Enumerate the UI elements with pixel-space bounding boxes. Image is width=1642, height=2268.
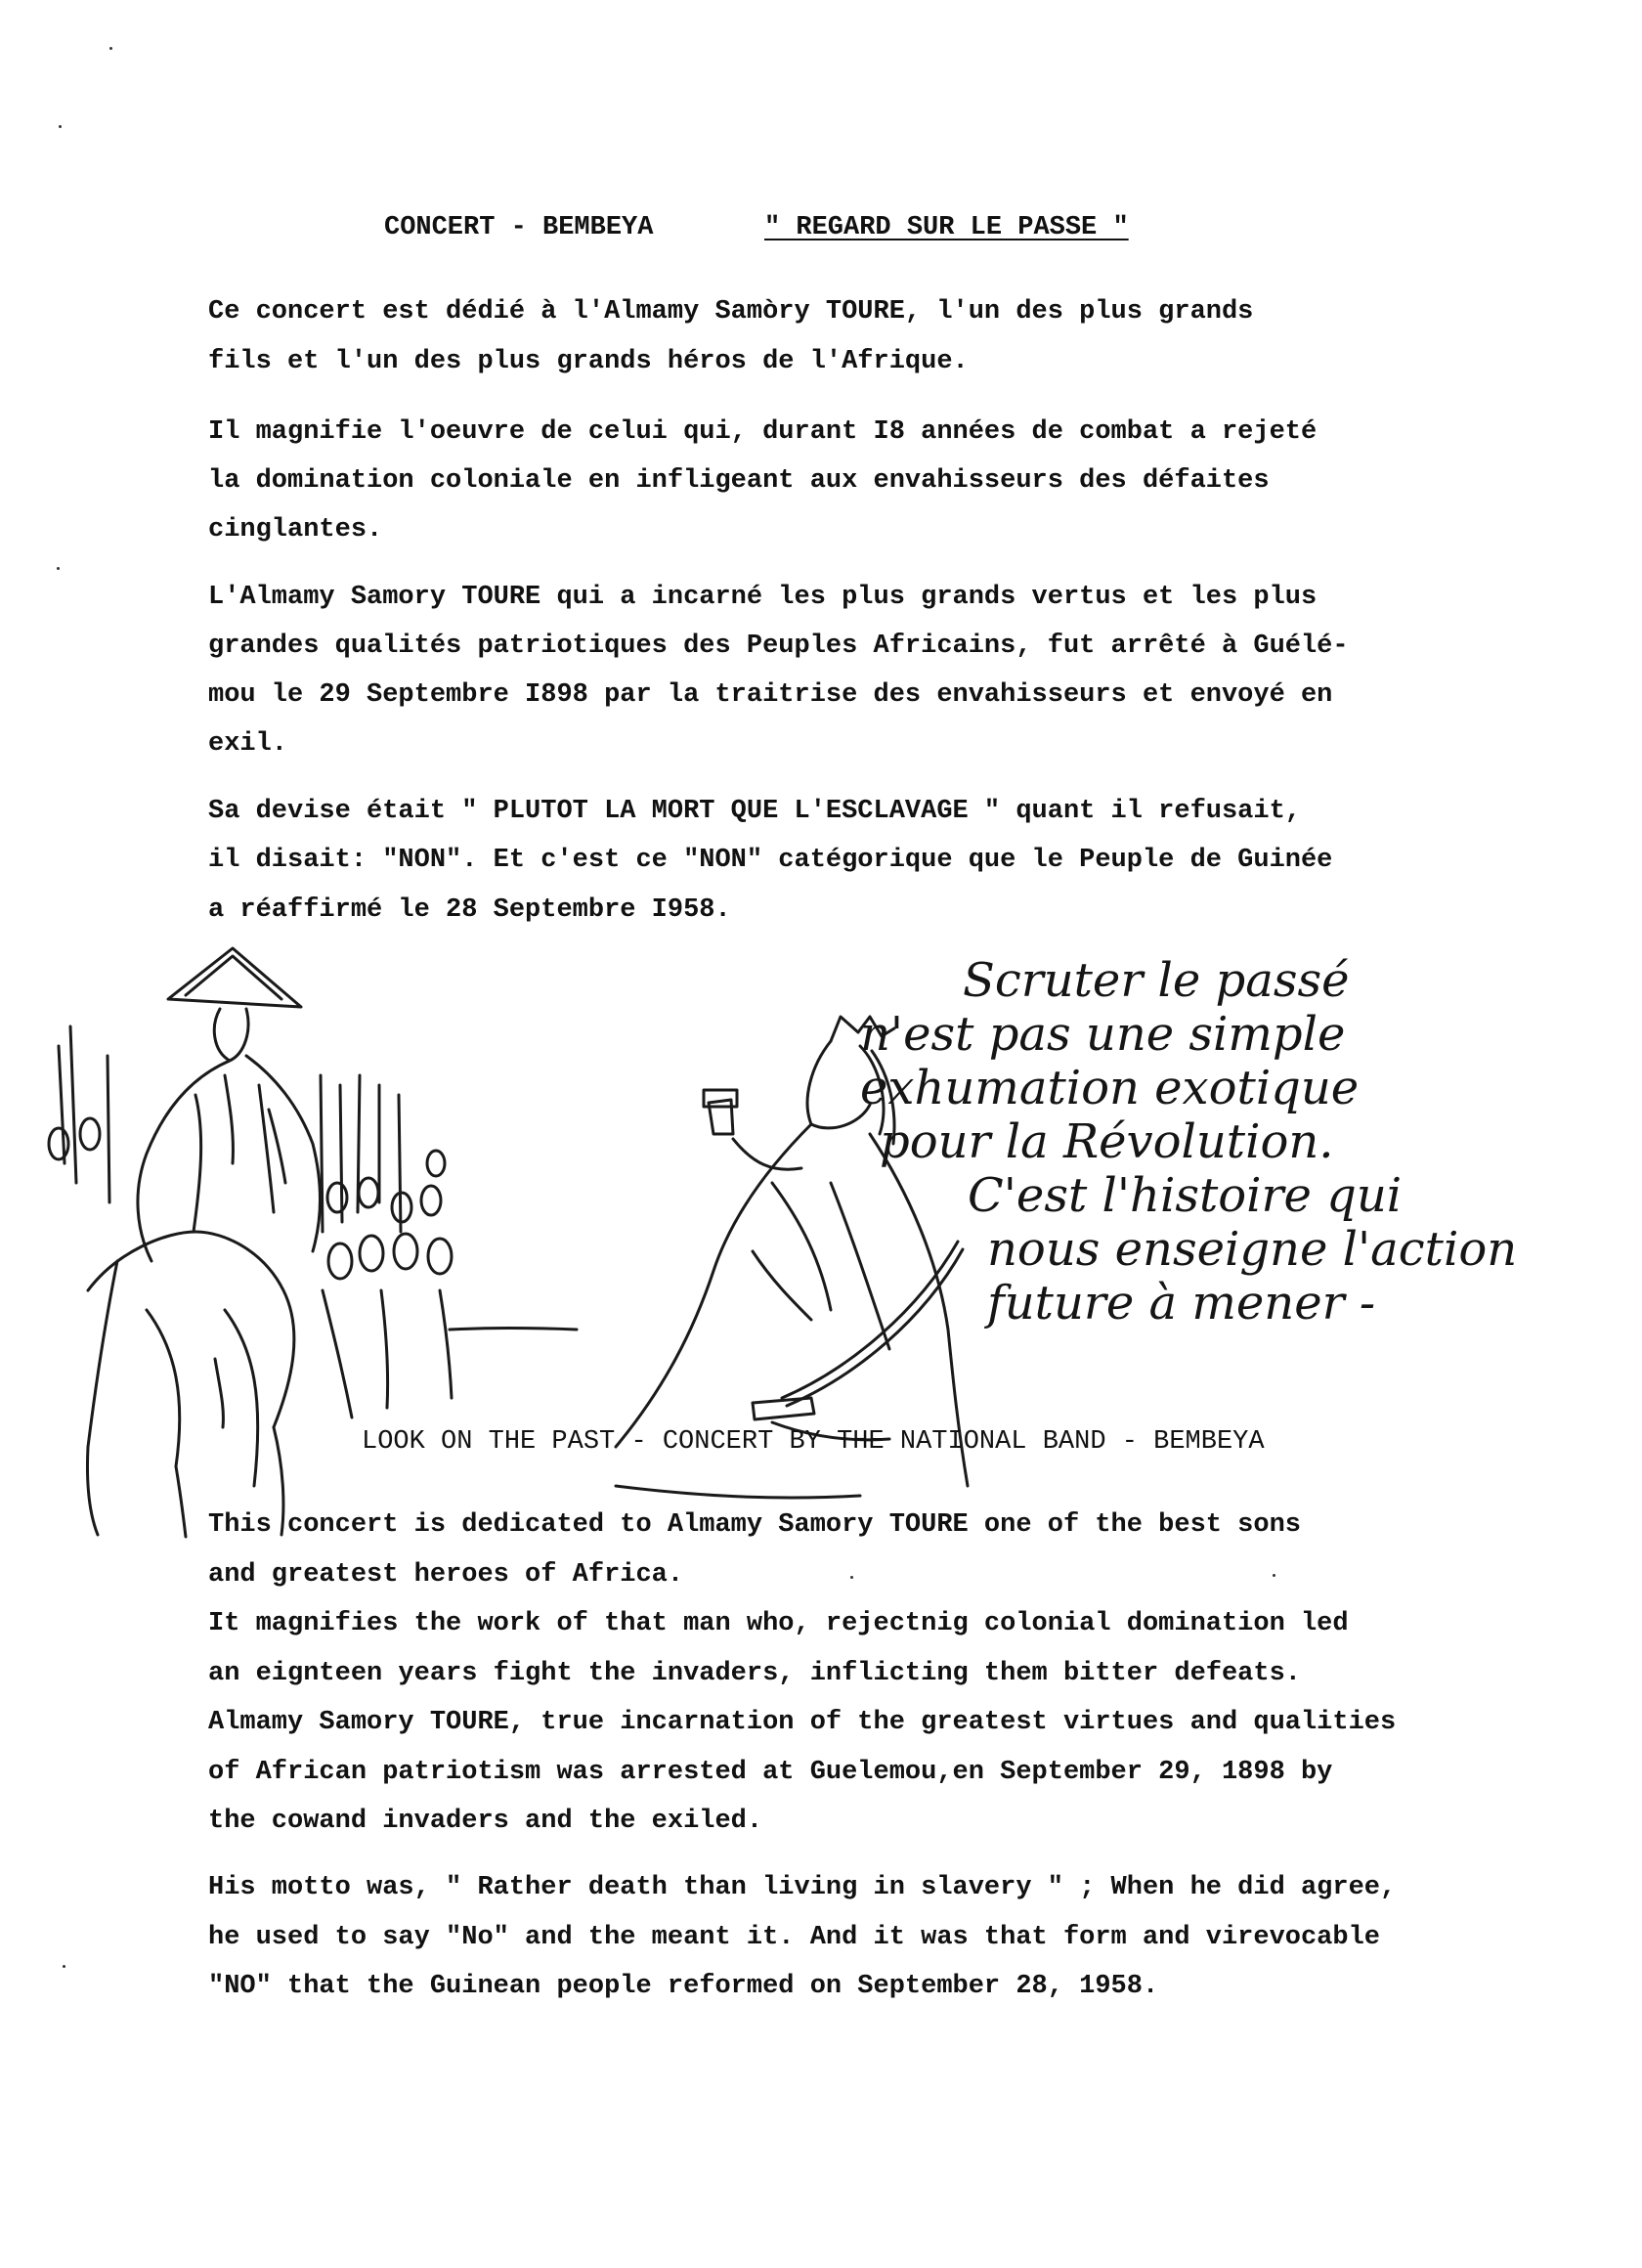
fr-p2-line: Il magnifie l'oeuvre de celui qui, durant I8 années de combat a rejeté <box>208 417 1318 447</box>
scan-speck <box>109 47 112 50</box>
title-regard: " REGARD SUR LE PASSE " <box>764 213 1129 242</box>
shield <box>49 1128 68 1159</box>
handwritten-line: future à mener - <box>987 1276 1376 1330</box>
en-p1-line: and greatest heroes of Africa. <box>208 1560 684 1590</box>
en-p1-line: the cowand invaders and the exiled. <box>208 1807 763 1836</box>
rider-robe-right <box>246 1056 321 1251</box>
en-p1-line: Almamy Samory TOURE, true incarnation of the greatest virtues and qualities <box>208 1708 1397 1737</box>
horse-body <box>88 1232 294 1427</box>
handwritten-line: n'est pas une simple <box>860 1007 1346 1062</box>
english-heading: LOOK ON THE PAST - CONCERT BY THE NATIONAL BAND - BEMBEYA <box>362 1427 1265 1457</box>
scan-speck <box>57 567 60 570</box>
scan-speck <box>59 125 62 128</box>
scan-speck <box>1273 1574 1275 1577</box>
fr-p3-line: exil. <box>208 729 288 759</box>
rider-robe-left <box>138 1061 230 1261</box>
raised-object <box>709 1100 733 1134</box>
en-p1-line: It magnifies the work of that man who, rejectnig colonial domination led <box>208 1609 1349 1638</box>
en-p2-line: "NO" that the Guinean people reformed on September 28, 1958. <box>208 1972 1159 2001</box>
fr-p1-line: Ce concert est dédié à l'Almamy Samòry TOURE, l'un des plus grands <box>208 297 1254 327</box>
document-title-subtitle <box>764 213 1129 242</box>
fr-p3-line: grandes qualités patriotiques des Peuples Africains, fut arrêté à Guélé- <box>208 632 1349 661</box>
rider-head <box>214 1009 248 1061</box>
horse-neck <box>88 1261 117 1447</box>
scan-speck <box>850 1576 853 1579</box>
fr-p2-line: la domination coloniale en infligeant aux envahisseurs des défaites <box>208 466 1270 496</box>
handwritten-line: C'est l'histoire qui <box>968 1168 1403 1223</box>
handwritten-line: exhumation exotique <box>860 1061 1360 1115</box>
fr-p3-line: mou le 29 Septembre I898 par la traitrise des envahisseurs et envoyé en <box>208 680 1333 710</box>
document-title <box>384 213 653 242</box>
en-p1-line: This concert is dedicated to Almamy Samory TOURE one of the best sons <box>208 1510 1301 1540</box>
fr-p1-line: fils et l'un des plus grands héros de l'Afrique. <box>208 347 969 376</box>
en-p1-line: of African patriotism was arrested at Guelemou,en September 29, 1898 by <box>208 1758 1333 1787</box>
fr-p2-line: cinglantes. <box>208 515 383 545</box>
sword-blade <box>782 1242 958 1398</box>
fr-p4-line: Sa devise était " PLUTOT LA MORT QUE L'ESCLAVAGE " quant il refusait, <box>208 797 1301 826</box>
fr-p4-line: a réaffirmé le 28 Septembre I958. <box>208 895 731 925</box>
en-p1-line: an eignteen years fight the invaders, inflicting them bitter defeats. <box>208 1659 1301 1688</box>
fr-p4-line: il disait: "NON". Et c'est ce "NON" catégorique que le Peuple de Guinée <box>208 846 1333 875</box>
handwritten-line: nous enseigne l'action <box>987 1222 1518 1277</box>
handwritten-line: Scruter le passé <box>963 953 1350 1008</box>
ground-line <box>616 1486 860 1498</box>
title-concert: CONCERT - BEMBEYA <box>384 213 654 242</box>
en-p2-line: His motto was, " Rather death than living in slavery " ; When he did agree, <box>208 1873 1397 1902</box>
scan-speck <box>63 1965 65 1968</box>
fr-p3-line: L'Almamy Samory TOURE qui a incarné les plus grands vertus et les plus <box>208 583 1318 612</box>
en-p2-line: he used to say "No" and the meant it. And it was that form and virevocable <box>208 1923 1380 1952</box>
sword-hilt <box>753 1398 814 1419</box>
handwritten-line: pour la Révolution. <box>880 1114 1334 1169</box>
